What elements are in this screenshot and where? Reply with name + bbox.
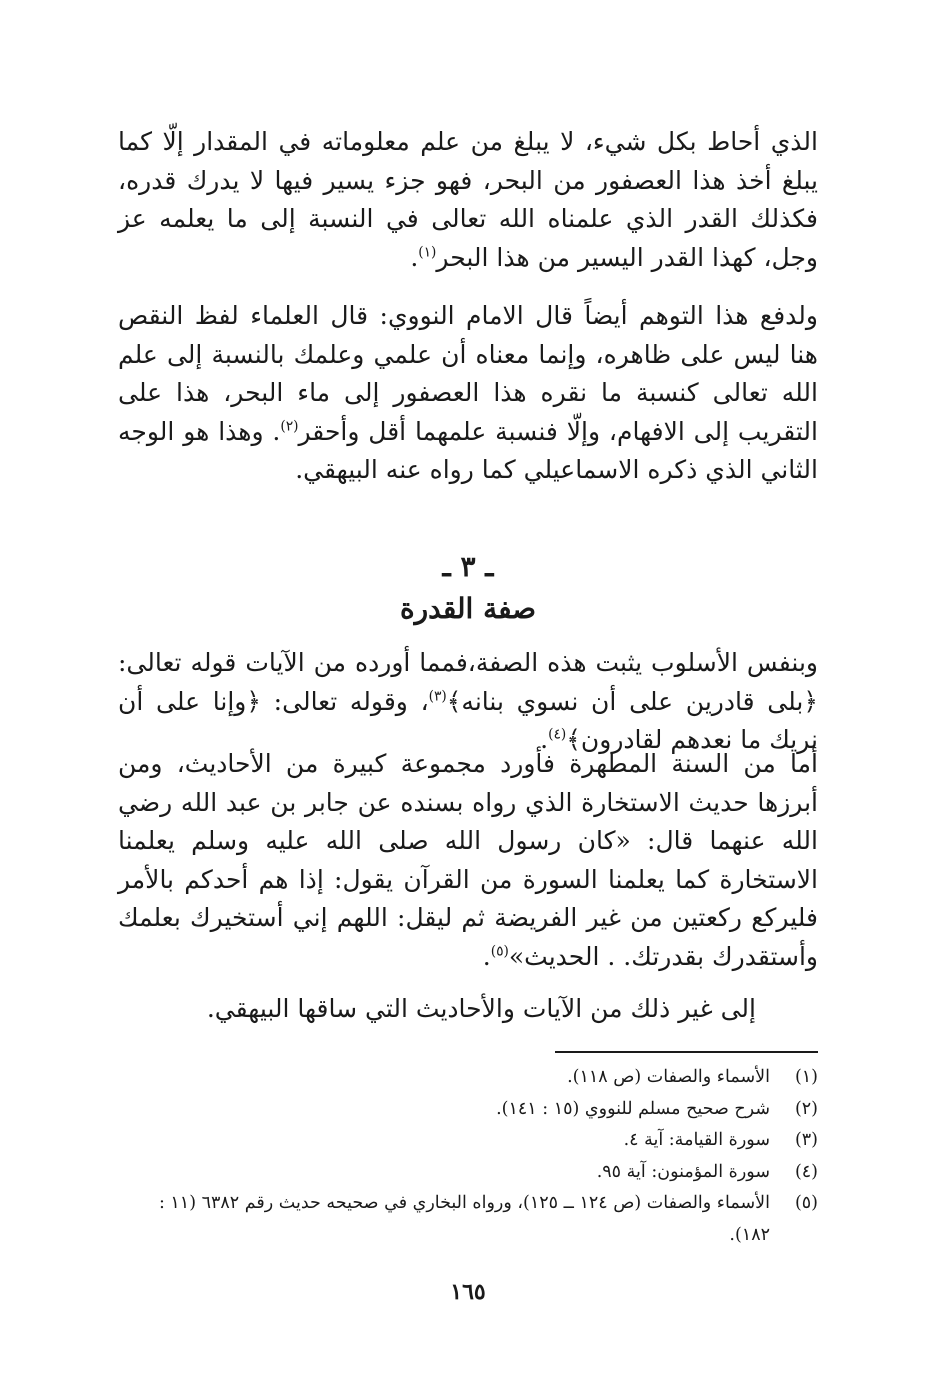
footnote-mark: (٤) bbox=[794, 1161, 818, 1182]
page-number: ١٦٥ bbox=[450, 1279, 486, 1305]
footnote-text: الأسماء والصفات (ص ١١٨). bbox=[567, 1067, 770, 1087]
footnote-mark: (٥) bbox=[794, 1193, 818, 1213]
footnotes-list bbox=[118, 1062, 818, 1251]
paragraph-4: أما من السنة المطهرة فأورد مجموعة كبيرة من الأحاديث، ومن أبرزها حديث الاستخارة الذي رواه بسنده عن جابر بن عبد الله رضي الله عنهما قال: «كان رسول الله صلى الله عليه وسلم يعلمنا الاستخارة كما يعلمنا السورة من القرآن يقول: إذا هم أحدكم بالأمر فليركع ركعتين من غير الفريضة ثم ليقل: اللهم إني أستخيرك بعلمك وأستقدرك بقدرتك. . الحديث»$^{(٥)}$. bbox=[118, 749, 818, 971]
footnote-text: سورة المؤمنون: آية ٩٥. bbox=[596, 1161, 770, 1182]
footnote-3 bbox=[118, 1125, 818, 1157]
footnote-ref-2: (٢) bbox=[280, 418, 299, 435]
footnote-2 bbox=[118, 1094, 818, 1126]
footnote-text: سورة القيامة: آية ٤. bbox=[623, 1130, 770, 1150]
paragraph-3: وبنفس الأسلوب يثبت هذه الصفة،فمما أورده من الآيات قوله تعالى: ﴿بلى قادرين على أن نسوي بنانه﴾$^{(٣)}$، وقوله تعالى: ﴿وإنا على أن نريك ما نعدهم لقادرون﴾$^{(٤)}$. bbox=[118, 648, 818, 754]
footnote-ref-4: (٤) bbox=[548, 726, 567, 743]
section-number: ـ ٣ ـ bbox=[442, 550, 494, 583]
footnote-4 bbox=[118, 1157, 818, 1189]
footnote-mark: (٣) bbox=[794, 1130, 818, 1150]
footnote-1 bbox=[118, 1062, 818, 1094]
footnote-separator bbox=[555, 1051, 818, 1053]
footnote-ref-3: (٣) bbox=[428, 688, 447, 705]
footnote-mark: (١) bbox=[794, 1067, 818, 1087]
section-title: صفة القدرة bbox=[399, 592, 537, 625]
paragraph-1: الذي أحاط بكل شيء، لا يبلغ من علم معلوماته في المقدار إلّا كما يبلغ أخذ هذا العصفور من البحر، فهو جزء يسير فيها لا يدرك قدره، فكذلك القدر الذي علمناه الله تعالى في النسبة إلى ما يعلمه عز وجل، كهذا القدر اليسير من هذا البحر$^{(١)}$. bbox=[118, 127, 818, 272]
footnote-ref-1: (١) bbox=[418, 244, 437, 261]
footnote-ref-5: (٥) bbox=[490, 943, 509, 960]
footnote-text: شرح صحيح مسلم للنووي (١٥ : ١٤١). bbox=[496, 1098, 770, 1119]
footnote-5 bbox=[118, 1188, 818, 1251]
paragraph-2: ولدفع هذا التوهم أيضاً قال الامام النووي: قال العلماء لفظ النقص هنا ليس على ظاهره، وإنما معناه أن علمي وعلمك بالنسبة إلى علم الله تعالى كنسبة ما نقره هذا العصفور إلى ماء البحر، هذا على التقريب إلى الافهام، وإلّا فنسبة علمهما أقل وأحقر$^{(٢)}$. وهذا هو الوجه الثاني الذي ذكره الاسماعيلي كما رواه عنه البيهقي. bbox=[118, 301, 818, 484]
footnote-text: الأسماء والصفات (ص ١٢٤ ــ ١٢٥)، ورواه البخاري في صحيحه حديث رقم ٦٣٨٢ (١١ : ١٨٢). bbox=[158, 1193, 770, 1245]
paragraph-5: إلى غير ذلك من الآيات والأحاديث التي ساقها البيهقي. bbox=[206, 994, 756, 1023]
footnote-mark: (٢) bbox=[794, 1098, 818, 1119]
